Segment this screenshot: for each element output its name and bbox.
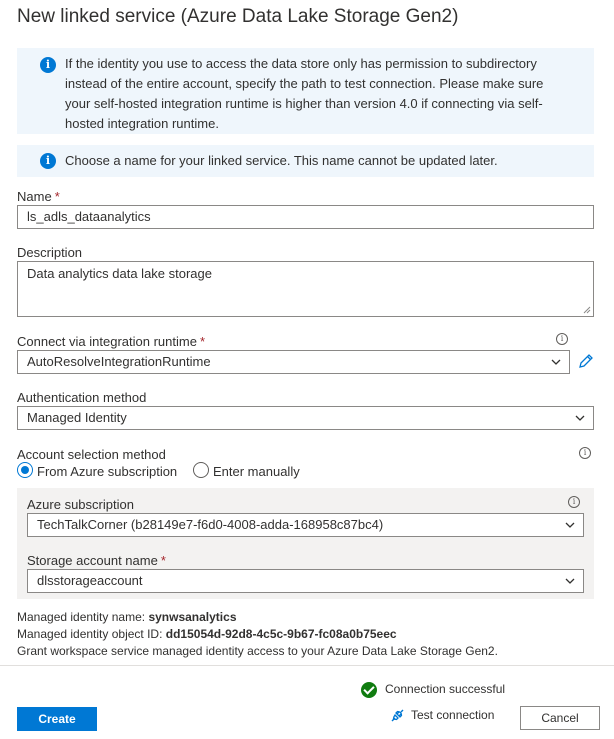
info-banner-text: Choose a name for your linked service. This name cannot be updated later.	[65, 153, 498, 168]
create-button[interactable]: Create	[17, 707, 97, 731]
radio-enter-manually[interactable]	[193, 462, 209, 478]
resize-grip-icon[interactable]	[583, 306, 591, 314]
cancel-button[interactable]: Cancel	[520, 706, 600, 730]
dialog-title: New linked service (Azure Data Lake Storage Gen2)	[17, 6, 459, 27]
storage-account-label	[27, 553, 166, 568]
azure-subscription-value: TechTalkCorner (b28149e7-f6d0-4008-adda-168958c87bc4)	[37, 517, 384, 532]
info-icon: i	[40, 153, 56, 169]
azure-subscription-label: Azure subscription	[27, 497, 134, 512]
name-label-text: Name	[17, 189, 52, 204]
required-mark: *	[199, 334, 205, 349]
connection-status-text: Connection successful	[385, 682, 506, 696]
storage-account-select[interactable]	[27, 569, 584, 593]
azure-subscription-select[interactable]	[27, 513, 584, 537]
required-mark: *	[54, 189, 60, 204]
radio-label-enter-manually[interactable]: Enter manually	[213, 464, 300, 479]
integration-runtime-label	[17, 334, 205, 349]
pencil-icon[interactable]	[577, 352, 595, 370]
info-banner-name	[17, 145, 594, 177]
name-input[interactable]: ls_adls_dataanalytics	[17, 205, 594, 229]
test-connection-button[interactable]	[389, 708, 494, 728]
managed-identity-object-id-value: dd15054d-92d8-4c5c-9b67-fc08a0b75eec	[165, 627, 397, 641]
info-icon[interactable]: i	[568, 496, 580, 508]
integration-runtime-label-text: Connect via integration runtime	[17, 334, 197, 349]
managed-identity-name-label: Managed identity name:	[17, 610, 146, 624]
chevron-down-icon	[551, 357, 561, 367]
info-icon[interactable]: i	[579, 447, 591, 459]
auth-method-label: Authentication method	[17, 390, 147, 405]
grant-access-text: Grant workspace service managed identity access to your Azure Data Lake Storage Gen2.	[17, 644, 498, 658]
managed-identity-object-id	[17, 627, 397, 641]
description-label: Description	[17, 245, 83, 260]
info-icon: i	[40, 57, 56, 73]
info-banner-identity	[17, 48, 594, 134]
radio-from-azure-subscription[interactable]	[17, 462, 33, 478]
chevron-down-icon	[575, 413, 585, 423]
storage-account-label-text: Storage account name	[27, 553, 158, 568]
info-banner-text: If the identity you use to access the data store only has permission to subdirectory instead of the entire account, specify the path to test connection. Please make sure your self-hosted integration runtime is higher than version 4.0 if connecting via self-hosted integration runtime.	[65, 56, 544, 131]
name-label	[17, 189, 60, 204]
checkmark-circle-icon	[361, 682, 377, 698]
description-textarea[interactable]	[17, 261, 594, 317]
account-selection-label: Account selection method	[17, 447, 166, 462]
auth-method-select[interactable]	[17, 406, 594, 430]
footer-divider	[0, 665, 614, 666]
required-mark: *	[160, 553, 166, 568]
managed-identity-name-value: synwsanalytics	[148, 610, 237, 624]
storage-account-value: dlsstorageaccount	[37, 573, 143, 588]
description-value: Data analytics data lake storage	[27, 266, 212, 281]
radio-label-from-azure-subscription[interactable]: From Azure subscription	[37, 464, 178, 479]
chevron-down-icon	[565, 576, 575, 586]
auth-method-value: Managed Identity	[27, 410, 127, 425]
managed-identity-object-id-label: Managed identity object ID:	[17, 627, 163, 641]
plug-icon	[389, 708, 405, 724]
info-icon[interactable]: i	[556, 333, 568, 345]
managed-identity-name	[17, 610, 237, 624]
test-connection-label: Test connection	[411, 708, 495, 723]
connection-status	[361, 681, 505, 698]
chevron-down-icon	[565, 520, 575, 530]
integration-runtime-select[interactable]	[17, 350, 570, 374]
integration-runtime-value: AutoResolveIntegrationRuntime	[27, 354, 211, 369]
